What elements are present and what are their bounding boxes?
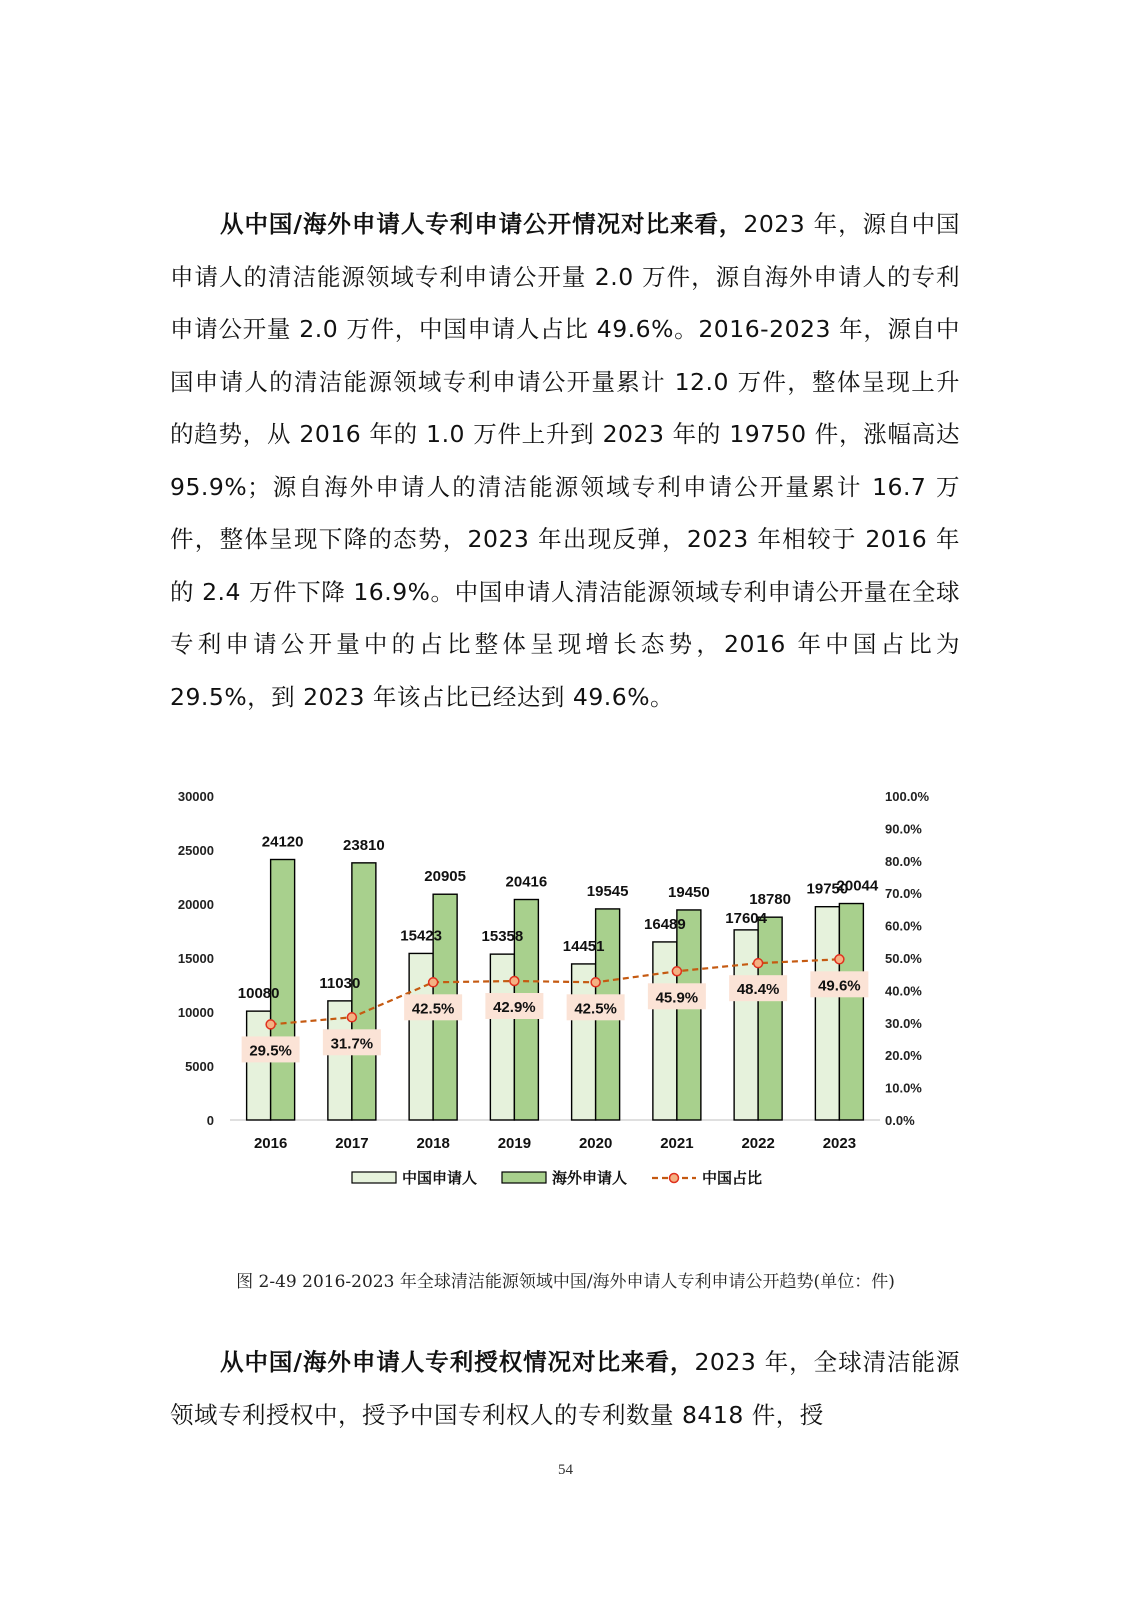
paragraph-2-lead: 从中国/海外申请人专利授权情况对比来看， bbox=[220, 1348, 695, 1376]
ratio-label: 48.4% bbox=[736, 981, 780, 999]
x-axis-tick-label: 2022 bbox=[741, 1135, 775, 1152]
x-axis-tick-label: 2023 bbox=[822, 1135, 857, 1152]
y-axis-tick-label: 5000 bbox=[185, 1059, 214, 1074]
y-axis-tick-label: 10000 bbox=[177, 1005, 214, 1020]
y-axis-tick-label: 30000 bbox=[177, 789, 214, 804]
ratio-point bbox=[266, 1020, 275, 1029]
ratio-label: 31.7% bbox=[330, 1035, 374, 1053]
y2-axis-tick-label: 40.0% bbox=[885, 983, 922, 999]
ratio-point bbox=[429, 978, 438, 987]
x-axis-tick-label: 2017 bbox=[335, 1135, 369, 1152]
bar-china-label: 10080 bbox=[237, 985, 280, 1003]
y-axis-tick-label: 0 bbox=[206, 1113, 214, 1128]
y2-axis-tick-label: 70.0% bbox=[885, 886, 922, 902]
legend-label-ratio: 中国占比 bbox=[702, 1170, 763, 1187]
paragraph-1-text: 2023 年，源自中国申请人的清洁能源领域专利申请公开量 2.0 万件，源自海外申请人的专利申请公开量 2.0 万件，中国申请人占比 49.6%。2016-2023 年，源自中国申请人的清洁能源领域专利申请公开量累计 12.0 万件，整体呈现上升的趋势，从 2016 年的 1.0 万件上升到 2023 年的 19750 件，涨幅高达 95.9%；源自海外申请人的清洁能源领域专利申请公开量累计 16.7 万件，整体呈现下降的态势，2023 年出现反弹，2023 年相较于 2016 年的 2.4 万件下降 16.9%。中国申请人清洁能源领域专利申请公开量在全球专利申请公开量中的占比整体呈现增长态势，2016 年中国占比为 29.5%，到 2023 年该占比已经达到 49.6%。 bbox=[170, 210, 960, 711]
ratio-point bbox=[754, 959, 763, 968]
bar-overseas-label: 19450 bbox=[668, 883, 710, 901]
patent-trend-chart bbox=[150, 780, 990, 1230]
bar-overseas-label: 18780 bbox=[749, 891, 791, 909]
paragraph-2-text: 2023 年，全球清洁能源领域专利授权中，授予中国专利权人的专利数量 8418 件，授 bbox=[170, 1348, 960, 1429]
y2-axis-tick-label: 90.0% bbox=[885, 821, 922, 837]
legend-label-china: 中国申请人 bbox=[402, 1170, 478, 1187]
x-axis-tick-label: 2018 bbox=[416, 1135, 450, 1152]
bar-china bbox=[815, 907, 839, 1120]
y2-axis-tick-label: 30.0% bbox=[885, 1015, 922, 1031]
bar-overseas-label: 23810 bbox=[343, 836, 385, 854]
legend-label-overseas: 海外申请人 bbox=[552, 1170, 628, 1187]
bar-china-label: 14451 bbox=[562, 937, 605, 955]
ratio-label: 49.6% bbox=[818, 977, 861, 995]
y2-axis-tick-label: 50.0% bbox=[885, 951, 922, 966]
y2-axis-tick-label: 80.0% bbox=[885, 853, 922, 869]
bar-overseas-label: 20905 bbox=[424, 868, 466, 886]
bar-china-label: 15423 bbox=[400, 927, 442, 945]
bar-overseas-label: 24120 bbox=[261, 833, 304, 851]
bar-china bbox=[734, 930, 758, 1120]
bar-china bbox=[572, 964, 596, 1120]
bar-china-label: 17604 bbox=[725, 909, 767, 927]
paragraph-1-lead: 从中国/海外申请人专利申请公开情况对比来看， bbox=[220, 210, 744, 238]
bar-overseas bbox=[677, 910, 701, 1120]
x-axis-tick-label: 2020 bbox=[578, 1135, 613, 1152]
bar-overseas-label: 20044 bbox=[836, 877, 879, 895]
x-axis-tick-label: 2019 bbox=[497, 1135, 532, 1152]
ratio-point bbox=[591, 978, 600, 987]
bar-china bbox=[409, 953, 433, 1120]
y2-axis-tick-label: 0.0% bbox=[885, 1113, 915, 1128]
x-axis-tick-label: 2021 bbox=[660, 1135, 694, 1152]
ratio-point bbox=[672, 967, 681, 976]
ratio-label: 42.9% bbox=[493, 999, 536, 1017]
page-number: 54 bbox=[558, 1462, 573, 1478]
y2-axis-tick-label: 60.0% bbox=[885, 918, 922, 934]
ratio-point bbox=[510, 977, 519, 986]
y-axis-tick-label: 20000 bbox=[177, 897, 214, 912]
legend-swatch-ratio-marker bbox=[670, 1174, 679, 1183]
paragraph-2 bbox=[170, 1336, 960, 1441]
ratio-label: 42.5% bbox=[411, 1000, 455, 1018]
ratio-label: 42.5% bbox=[574, 1000, 617, 1018]
ratio-label: 29.5% bbox=[249, 1042, 292, 1060]
y-axis-tick-label: 15000 bbox=[177, 951, 214, 966]
x-axis-tick-label: 2016 bbox=[253, 1135, 288, 1152]
ratio-point bbox=[347, 1013, 356, 1022]
ratio-label: 45.9% bbox=[655, 989, 699, 1007]
bar-overseas-label: 19545 bbox=[586, 882, 629, 900]
y2-axis-tick-label: 10.0% bbox=[885, 1080, 922, 1096]
bar-china-label: 16489 bbox=[644, 915, 686, 933]
legend-swatch-china bbox=[352, 1172, 396, 1183]
figure-caption: 图 2-49 2016-2023 年全球清洁能源领域中国/海外申请人专利申请公开趋势(单位：件) bbox=[236, 1272, 895, 1292]
bar-overseas bbox=[839, 904, 863, 1120]
bar-china-label: 19750 bbox=[806, 880, 849, 898]
bar-overseas bbox=[758, 917, 782, 1120]
legend-swatch-overseas bbox=[502, 1172, 546, 1183]
paragraph-1 bbox=[170, 198, 960, 723]
ratio-point bbox=[835, 955, 844, 964]
bar-china-label: 15358 bbox=[481, 928, 524, 946]
y2-axis-tick-label: 100.0% bbox=[885, 789, 930, 804]
bar-china-label: 11030 bbox=[319, 974, 361, 992]
y2-axis-tick-label: 20.0% bbox=[885, 1048, 922, 1064]
bar-overseas-label: 20416 bbox=[505, 873, 548, 891]
y-axis-tick-label: 25000 bbox=[177, 843, 214, 858]
